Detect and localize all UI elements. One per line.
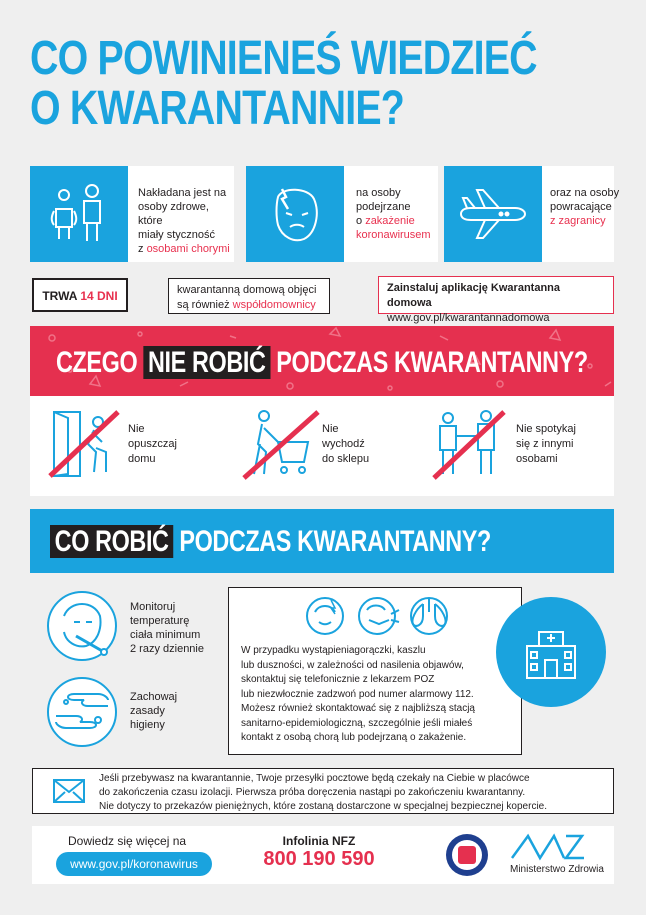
household-line-1: kwarantanną domową objęci (177, 284, 317, 296)
page-title (30, 32, 537, 135)
meeting-crossed-icon (432, 408, 506, 485)
dont-banner-part-2: NIE ROBIĆ (143, 346, 270, 379)
symptoms-line-6: sanitarno-epidemiologiczną, szczególnie jeśli miałeś (241, 717, 473, 729)
duration-badge (32, 278, 128, 312)
who-2-highlight: zakażenie (365, 215, 415, 227)
app-line-1: Zainstaluj aplikację Kwarantanna domowa (387, 282, 561, 309)
who-1-prefix: z (138, 243, 147, 255)
who-card-contacts (30, 166, 234, 262)
dont-1-line-3: domu (128, 453, 156, 465)
sanitary-inspectorate-logo-icon (446, 834, 488, 876)
hotline-number[interactable]: 800 190 590 (263, 848, 375, 870)
do-1-line-3: ciała minimum (130, 629, 201, 641)
shopping-cart-crossed-icon (240, 408, 320, 485)
dont-2-line-1: Nie (322, 423, 339, 435)
who-1-line-3: miały styczność (138, 229, 216, 241)
symptoms-box (228, 587, 522, 755)
ministry-logo-icon (508, 832, 588, 862)
who-2-line-2: podejrzane (356, 201, 411, 213)
do-1-text (130, 600, 204, 656)
envelope-icon (53, 779, 85, 803)
symptoms-line-7: kontakt z osobą chorą lub podejrzaną o zakażenie. (241, 732, 467, 743)
symptoms-icons (303, 594, 453, 640)
do-1-line-2: temperaturę (130, 615, 190, 627)
hospital-icon (496, 597, 606, 707)
do-banner-part-1: CO ROBIĆ (50, 525, 173, 558)
title-line-1: CO POWINIENEŚ WIEDZIEĆ (30, 32, 537, 85)
symptoms-line-1: W przypadku wystąpieniagorączki, kaszlu (241, 645, 426, 656)
do-banner-title (50, 525, 491, 559)
hotline-label: Infolinia NFZ (282, 834, 356, 848)
household-highlight: współdomownicy (232, 299, 316, 311)
airplane-icon (444, 166, 542, 262)
dont-1-line-1: Nie (128, 423, 145, 435)
who-3-highlight: z zagranicy (550, 215, 606, 227)
dont-banner-part-1: CZEGO (56, 346, 144, 379)
who-3-line-1: oraz na osoby (550, 187, 620, 199)
title-line-2: O KWARANTANNIE? (30, 82, 404, 135)
dont-2-line-2: wychodź (322, 438, 365, 450)
do-2-line-1: Zachowaj (130, 691, 178, 703)
dont-banner (30, 326, 614, 396)
sick-face-icon (246, 166, 344, 262)
dont-3-line-1: Nie spotykaj (516, 423, 576, 435)
dont-1-line-2: opuszczaj (128, 438, 177, 450)
symptoms-line-4: lub niezwłocznie zadzwoń pod numer alarmowy 112. (241, 688, 474, 700)
footer (32, 826, 614, 884)
hand-washing-icon (46, 676, 118, 753)
dont-3-line-2: się z innymi (516, 438, 574, 450)
duration-label: TRWA (42, 289, 81, 303)
symptoms-line-5: Możesz również skontaktować się z najbliższą stacją (241, 703, 475, 714)
do-banner-part-2: PODCZAS KWARANTANNY? (173, 525, 491, 558)
household-note (168, 278, 330, 314)
do-2-line-2: zasady (130, 705, 165, 717)
dont-list (30, 396, 614, 496)
symptoms-line-3: skontaktuj się telefonicznie z lekarzem POZ (241, 674, 435, 685)
thermometer-face-icon (46, 590, 118, 667)
app-url[interactable]: www.gov.pl/kwarantannadomowa (387, 312, 550, 324)
do-1-line-4: 2 razy dziennie (130, 643, 204, 655)
people-icon (30, 166, 128, 262)
dont-banner-title (56, 346, 588, 380)
mail-line-1: Jeśli przebywasz na kwarantannie, Twoje przesyłki pocztowe będą czekały na Ciebie w placówce (99, 773, 530, 784)
mail-line-3: Nie dotyczy to przekazów pieniężnych, które zostaną dostarczone w specjalnej bezpiecznej kopercie. (99, 801, 548, 812)
symptoms-line-2: lub duszności, w zależności od nasilenia objawów, (241, 659, 464, 671)
dont-2-line-3: do sklepu (322, 453, 370, 465)
do-banner (30, 509, 614, 573)
who-2-prefix: o (356, 215, 366, 227)
do-2-text (130, 690, 177, 732)
door-crossed-icon (48, 408, 120, 485)
who-2-line-1: na osoby (356, 187, 401, 199)
who-1-line-1: Nakładana jest na (138, 187, 227, 199)
household-line-2: są również (177, 299, 233, 311)
who-card-suspected (246, 166, 438, 262)
ministry-name: Ministerstwo Zdrowia (510, 864, 604, 875)
do-2-line-3: higieny (130, 719, 165, 731)
mail-line-2: do zakończenia czasu izolacji. Pierwsza próba doręczenia nastąpi po zakończeniu kwarantanny. (99, 787, 526, 798)
who-1-line-2: osoby zdrowe, które (138, 201, 209, 227)
app-install-note (378, 276, 614, 324)
who-3-line-2: powracające (550, 201, 612, 213)
mail-notice (32, 768, 614, 814)
more-info-label: Dowiedz się więcej na (68, 834, 187, 848)
who-2-highlight-2: koronawirusem (356, 229, 431, 241)
dont-3-line-3: osobami (516, 453, 558, 465)
dont-banner-part-3: PODCZAS KWARANTANNY? (270, 346, 588, 379)
koronawirus-link[interactable]: www.gov.pl/koronawirus (56, 852, 212, 876)
who-1-highlight: osobami chorymi (146, 243, 230, 255)
who-card-returning (444, 166, 620, 262)
do-1-line-1: Monitoruj (130, 601, 176, 613)
duration-value: 14 DNI (80, 289, 118, 303)
